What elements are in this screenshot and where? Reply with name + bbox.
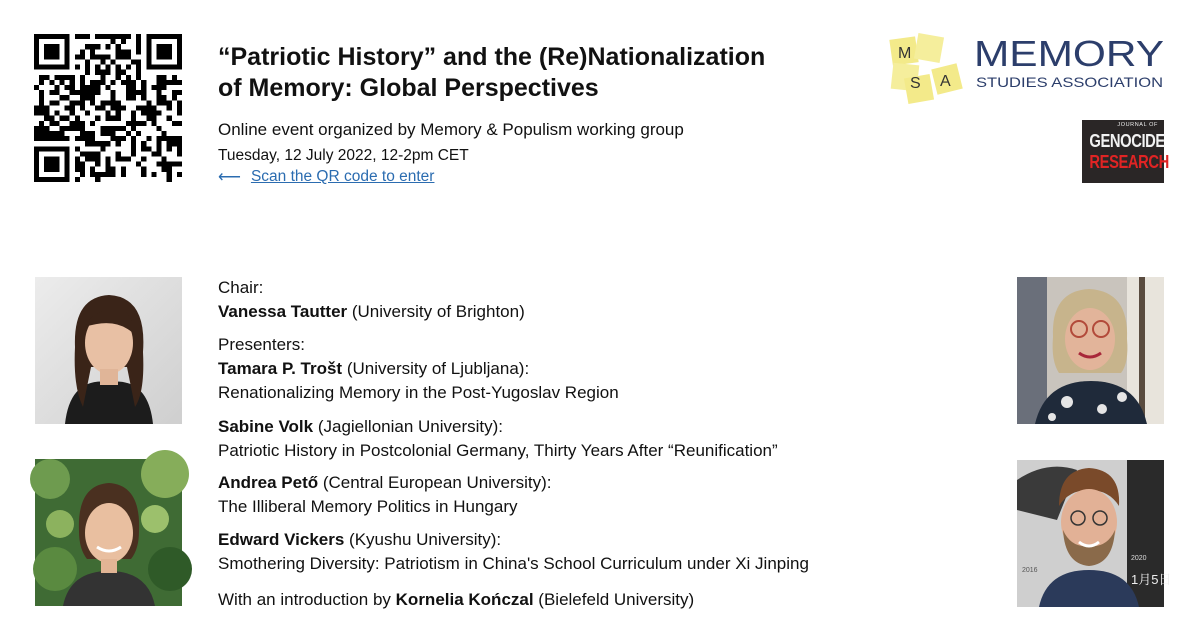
msa-letter-a: A <box>940 73 951 90</box>
presenter-1-name: Tamara P. Trošt <box>218 359 343 378</box>
chair-section <box>218 276 525 324</box>
presenter-4 <box>218 528 809 576</box>
jgr-small-text: JOURNAL OF <box>1117 122 1158 128</box>
presenter-2-line <box>218 415 778 439</box>
speaker-photo-1 <box>35 277 182 424</box>
intro-prefix: With an introduction by <box>218 590 396 609</box>
event-subtitle: Online event organized by Memory & Populism working group <box>218 120 684 139</box>
presenter-2 <box>218 415 778 463</box>
msa-subtitle: STUDIES ASSOCIATION <box>976 74 1163 90</box>
memory-studies-association-logo <box>888 32 1168 104</box>
presenter-4-name: Edward Vickers <box>218 530 345 549</box>
journal-of-genocide-research-logo <box>1082 120 1169 183</box>
presenter-4-line <box>218 528 809 552</box>
scan-qr-link[interactable] <box>218 167 434 187</box>
presenter-2-affiliation: (Jagiellonian University): <box>313 417 504 436</box>
msa-letter-s: S <box>910 75 921 92</box>
chair-name: Vanessa Tautter <box>218 302 348 321</box>
qr-code[interactable] <box>34 34 182 182</box>
photo-text-right-top: 2020 <box>1131 555 1147 562</box>
arrow-left-icon: ⟵ <box>218 169 241 186</box>
speaker-photo-3 <box>1017 277 1164 424</box>
jgr-line-2: RESEARCH <box>1089 152 1169 172</box>
presenter-3 <box>218 471 552 519</box>
scan-qr-text[interactable]: Scan the QR code to enter <box>250 168 435 185</box>
presenter-3-name: Andrea Pető <box>218 473 319 492</box>
chair-affiliation: (University of Brighton) <box>347 302 525 321</box>
chair-entry <box>218 300 525 324</box>
presenter-1-line <box>218 357 619 381</box>
msa-name: MEMORY <box>974 33 1164 74</box>
presenter-3-line <box>218 471 552 495</box>
speaker-photo-4 <box>1017 460 1172 607</box>
presenter-3-talk: The Illiberal Memory Politics in Hungary <box>218 497 518 516</box>
intro-name: Kornelia Kończal <box>395 590 534 609</box>
presenter-2-talk: Patriotic History in Postcolonial Germany, Thirty Years After “Reunification” <box>218 441 778 460</box>
title-line-2: of Memory: Global Perspectives <box>218 74 599 102</box>
presenter-1 <box>218 357 619 405</box>
intro-affiliation: (Bielefeld University) <box>533 590 695 609</box>
msa-letter-m: M <box>898 45 912 62</box>
presenter-3-affiliation: (Central European University): <box>318 473 552 492</box>
introduction-line <box>218 588 694 612</box>
sticky-notes <box>889 33 962 104</box>
presenter-1-affiliation: (University of Ljubljana): <box>342 359 530 378</box>
jgr-line-1: GENOCIDE <box>1089 131 1165 151</box>
event-date: Tuesday, 12 July 2022, 12-2pm CET <box>218 147 469 164</box>
photo-text-right-mid: 1月5日 <box>1131 572 1172 587</box>
presenter-4-talk: Smothering Diversity: Patriotism in China's School Curriculum under Xi Jinping <box>218 554 809 573</box>
chair-label: Chair: <box>218 278 264 297</box>
title-line-1: “Patriotic History” and the (Re)Nationalization <box>218 43 766 71</box>
presenter-2-name: Sabine Volk <box>218 417 314 436</box>
presenter-1-talk: Renationalizing Memory in the Post-Yugoslav Region <box>218 383 619 402</box>
speaker-photo-2 <box>35 459 182 606</box>
presenters-label: Presenters: <box>218 335 305 354</box>
photo-text-left: 2016 <box>1022 567 1038 574</box>
presenter-4-affiliation: (Kyushu University): <box>344 530 502 549</box>
event-title <box>218 42 765 104</box>
